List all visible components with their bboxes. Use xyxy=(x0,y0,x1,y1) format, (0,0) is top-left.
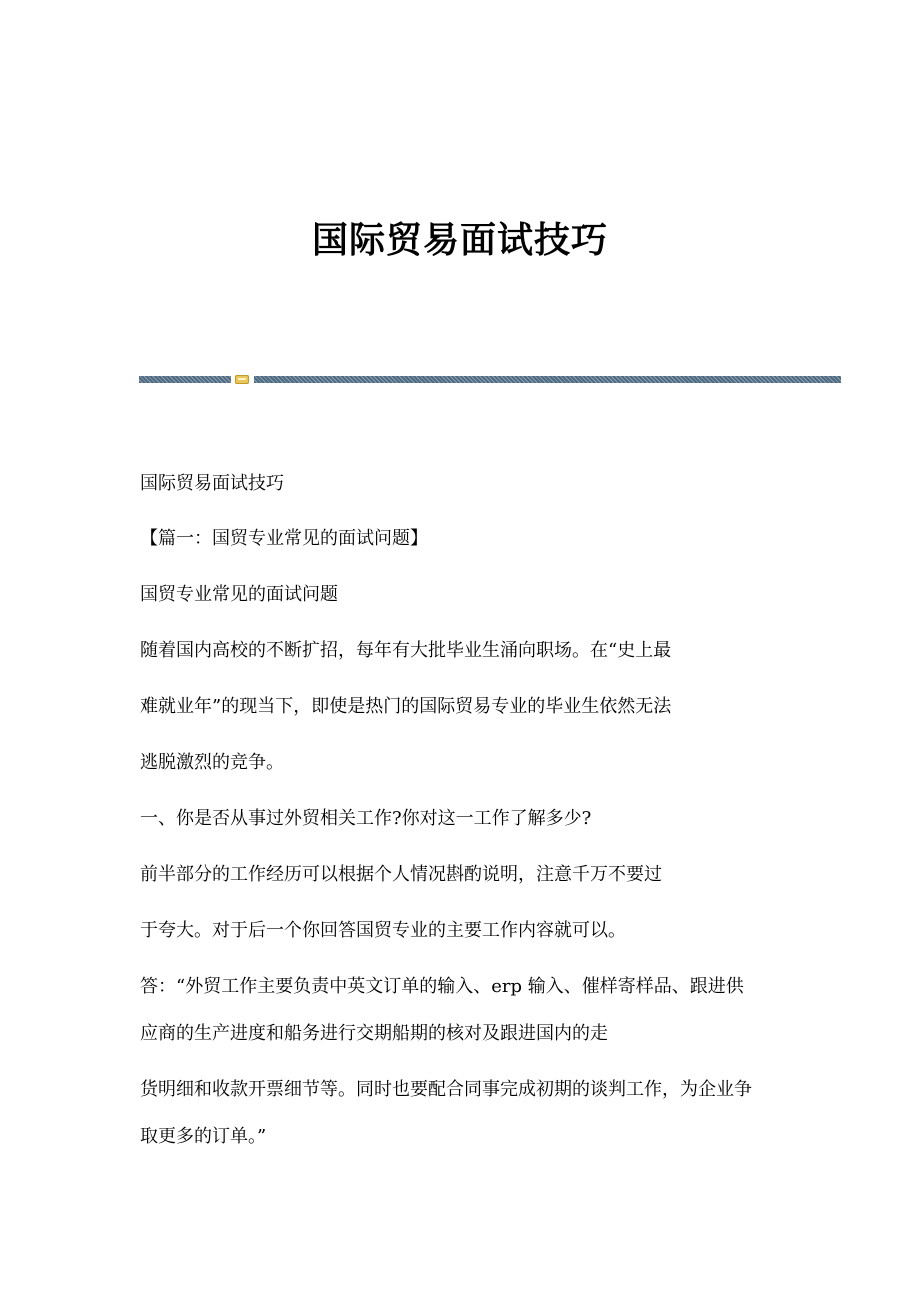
divider-bar-left xyxy=(139,376,231,383)
answer-line: 货明细和收款开票细节等。同时也要配合同事完成初期的谈判工作，为企业争 xyxy=(140,1079,752,1100)
paragraph-line: 逃脱激烈的竞争。 xyxy=(140,752,284,773)
paragraph-line: 难就业年”的现当下，即使是热门的国际贸易专业的毕业生依然无法 xyxy=(140,696,672,717)
paragraph-line: 随着国内高校的不断扩招，每年有大批毕业生涌向职场。在“史上最 xyxy=(140,640,672,661)
article-heading: 【篇一：国贸专业常见的面试问题】 xyxy=(140,528,428,549)
decorative-divider xyxy=(139,375,841,384)
document-title: 国际贸易面试技巧 xyxy=(311,219,608,261)
article-subheading: 国贸专业常见的面试问题 xyxy=(140,584,338,605)
question-line: 一、你是否从事过外贸相关工作?你对这一工作了解多少? xyxy=(140,808,592,829)
paragraph-line: 于夸大。对于后一个你回答国贸专业的主要工作内容就可以。 xyxy=(140,920,626,941)
section-heading: 国际贸易面试技巧 xyxy=(140,473,284,494)
divider-bar-right xyxy=(254,376,841,383)
paragraph-line: 前半部分的工作经历可以根据个人情况斟酌说明，注意千万不要过 xyxy=(140,864,662,885)
answer-line: 应商的生产进度和船务进行交期船期的核对及跟进国内的走 xyxy=(140,1023,608,1044)
divider-ornament-icon xyxy=(235,375,249,384)
answer-line: 取更多的订单。” xyxy=(140,1126,267,1147)
answer-line: 答：“外贸工作主要负责中英文订单的输入、erp 输入、催样寄样品、跟进供 xyxy=(140,976,744,997)
